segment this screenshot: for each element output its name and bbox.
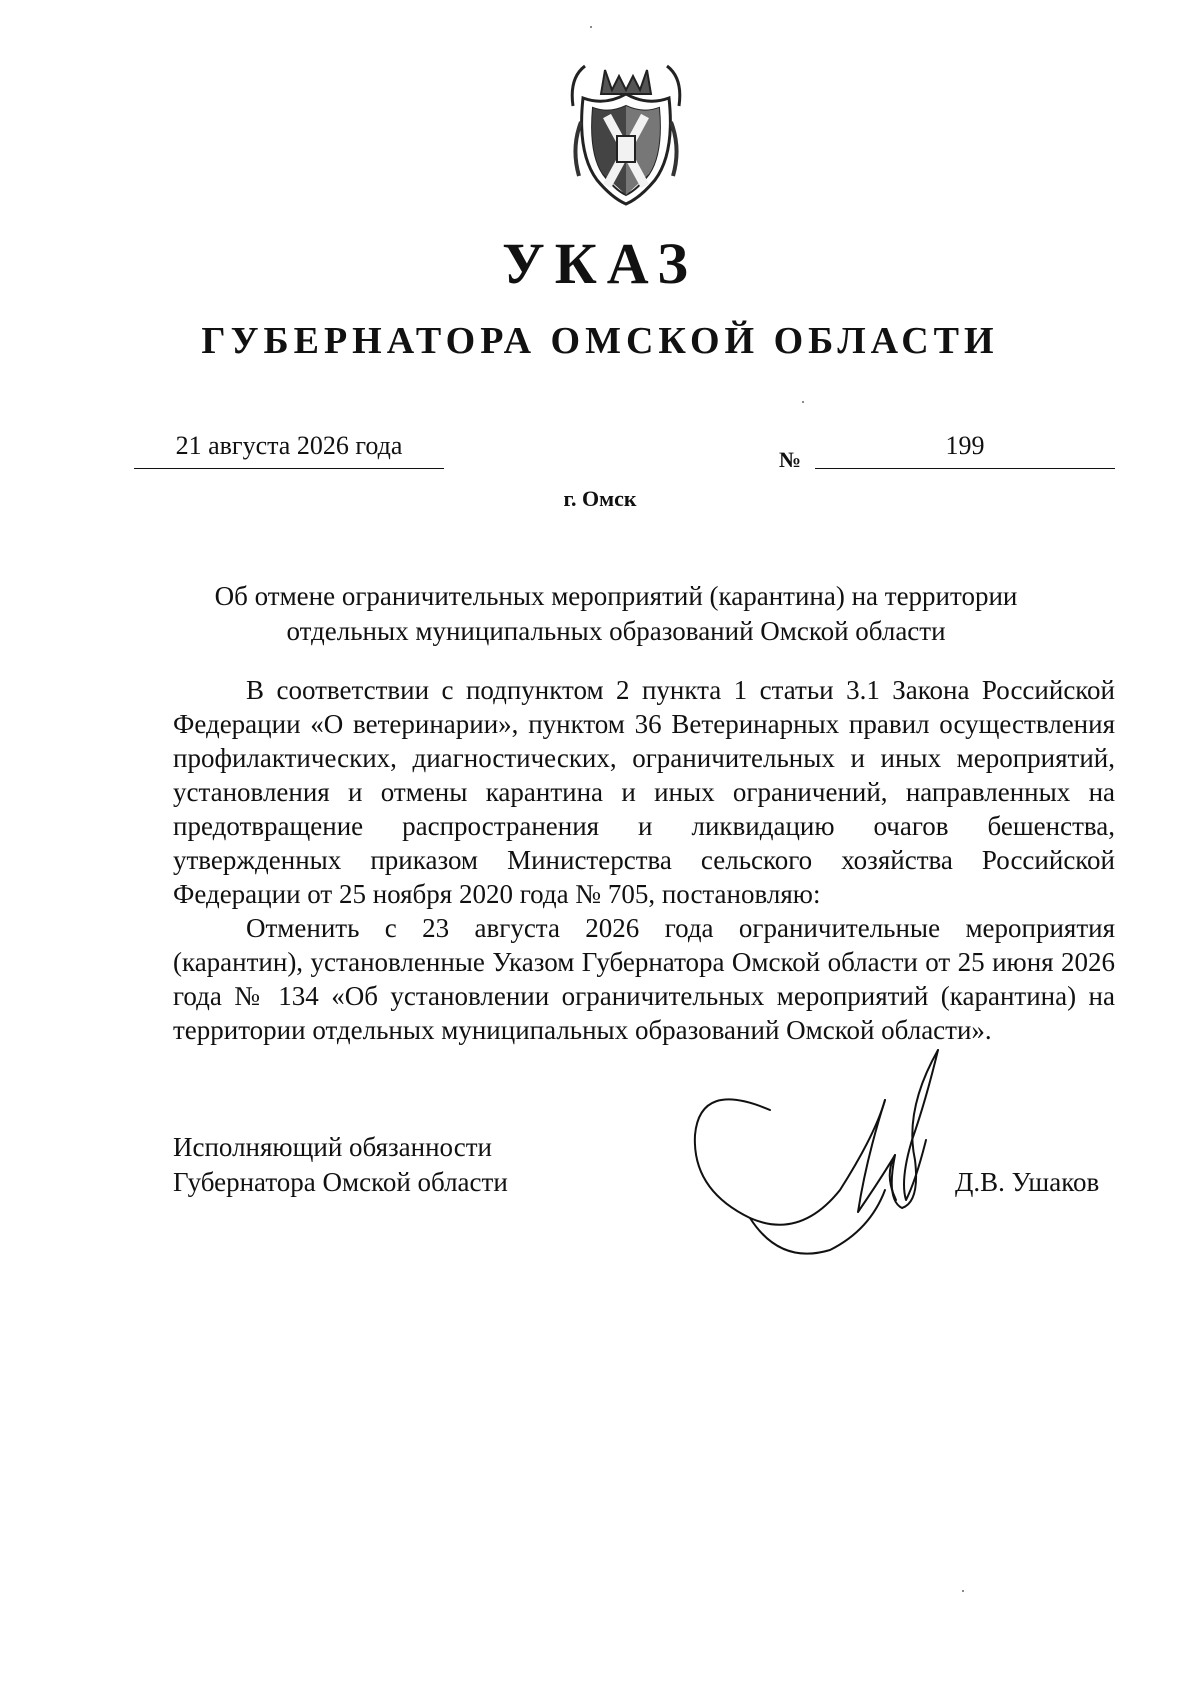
document-number: 199 xyxy=(945,431,985,460)
body-paragraph: В соответствии с подпунктом 2 пункта 1 статьи 3.1 Закона Российской Федерации «О ветеринарии», пунктом 36 Ветеринарных правил осуществления профилактических, диагностических, ограничительных и иных мероприятий, установления и отмены карантина и иных ограничений, направленных на предотвращение распространения и ликвидацию очагов бешенства, утвержденных приказом Министерства сельского хозяйства Российской Федерации от 25 ноября 2020 года № 705, постановляю: xyxy=(173,675,1115,909)
position-line: Исполняющий обязанности xyxy=(173,1132,492,1162)
scan-speck xyxy=(590,26,592,28)
document-heading xyxy=(150,579,1082,649)
coat-of-arms-emblem xyxy=(567,58,685,208)
position-line: Губернатора Омской области xyxy=(173,1167,508,1197)
issuer-subtitle: ГУБЕРНАТОРА ОМСКОЙ ОБЛАСТИ xyxy=(201,320,999,362)
signatory-position xyxy=(173,1130,508,1200)
document-date: 21 августа 2026 года xyxy=(175,431,403,460)
heading-line: отдельных муниципальных образований Омской области xyxy=(286,616,946,646)
number-underline xyxy=(815,468,1115,469)
city-label: г. Омск xyxy=(563,486,637,511)
date-underline xyxy=(134,468,444,469)
heading-line: Об отмене ограничительных мероприятий (карантина) на территории xyxy=(214,581,1018,611)
signatory-name: Д.В. Ушаков xyxy=(955,1167,1100,1197)
document-body xyxy=(173,673,1115,1047)
number-sign: № xyxy=(779,447,802,472)
document-title: УКАЗ xyxy=(502,231,698,296)
body-paragraph: Отменить с 23 августа 2026 года ограничительные мероприятия (карантин), установленные Указом Губернатора Омской области от 25 июня 2026 года № 134 «Об установлении ограничительных мероприятий (карантина) на территории отдельных муниципальных образований Омской области». xyxy=(173,913,1115,1045)
scan-speck xyxy=(962,1590,964,1592)
scan-speck xyxy=(802,401,804,403)
